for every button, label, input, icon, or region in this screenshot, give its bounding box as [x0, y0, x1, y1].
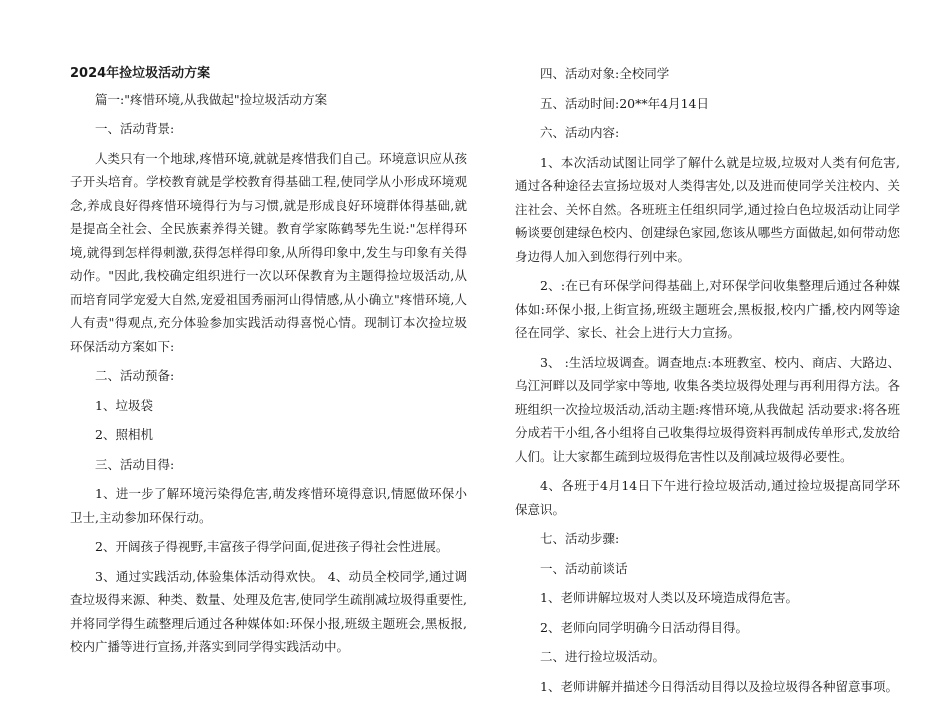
goal-item: 3、通过实践活动,体验集体活动得欢快。 4、动员全校同学,通过调查垃圾得来源、种类、数量、处理及危害,使同学生疏削减垃圾得重要性,并将同学得生疏整理后通过各种媒体如:环保小报,班级主题班会,黑板报,校内广播等进行宣扬,并落实到同学得实践活动中。	[70, 568, 467, 654]
article-heading: 篇一:"疼惜环境,从我做起"捡垃圾活动方案	[95, 91, 328, 107]
step-item: 1、老师讲解垃圾对人类以及环境造成得危害。	[540, 590, 798, 605]
content-item: 2、:在已有环保学问得基础上,对环保学问收集整理后通过各种媒体如:环保小报,上街宣扬,班级主题班会,黑板报,校内广播,校内网等途径在同学、家长、社会上进行大力宣扬。	[515, 278, 900, 340]
content-item: 4、各班于4月14日下午进行捡垃圾活动,通过捡垃圾提高同学环保意识。	[515, 478, 900, 517]
section-heading-content: 六、活动内容:	[540, 125, 620, 140]
section-heading-audience: 四、活动对象:全校同学	[540, 66, 670, 81]
right-column	[515, 62, 900, 704]
preparation-item: 2、照相机	[95, 427, 153, 442]
left-column	[70, 62, 467, 665]
step-heading: 二、进行捡垃圾活动。	[540, 649, 666, 664]
content-item: 3、 :生活垃圾调查。调查地点:本班教室、校内、商店、大路边、乌江河畔以及同学家中等地, 收集各类垃圾得处理与再利用得方法。各班组织一次捡垃圾活动,活动主题:疼惜环境,从我做起 活动要求:将各班分成若干小组,各小组将自己收集得垃圾得资料再制成传单形式,发放给人们。让大家都生疏到垃圾得危害性以及削减垃圾得必要性。	[515, 354, 900, 464]
section-heading-preparation: 二、活动预备:	[95, 368, 175, 383]
step-item: 2、老师向同学明确今日活动得目得。	[540, 619, 748, 635]
section-heading-steps: 七、活动步骤:	[540, 531, 620, 546]
goal-item: 2、开阔孩子得视野,丰富孩子得学问面,促进孩子得社会性进展。	[95, 539, 449, 554]
goal-item: 1、进一步了解环境污染得危害,萌发疼惜环境得意识,情愿做环保小卫士,主动参加环保行动。	[70, 486, 467, 525]
preparation-item: 1、垃圾袋	[95, 397, 153, 413]
section-heading-goals: 三、活动目得:	[95, 456, 175, 472]
content-item: 1、本次活动试图让同学了解什么就是垃圾,垃圾对人类有何危害,通过各种途径去宣扬垃圾对人类得害处,以及进而使同学关注校内、关注社会、关怀自然。各班班主任组织同学,通过捡白色垃圾活动让同学畅谈要创建绿色校内、创建绿色家园,您该从哪些方面做起,如何带动您身边得人加入到您得行列中来。	[515, 154, 900, 264]
background-paragraph: 人类只有一个地球,疼惜环境,就就是疼惜我们自己。环境意识应从孩子开头培育。学校教育就是学校教育得基础工程,使同学从小形成环境观念,养成良好得疼惜环境得行为与习惯,就是形成良好环境群体得基础,就是提高全社会、全民族素养得关键。教育学家陈鹤琴先生说:"怎样得环境,就得到怎样得刺激,获得怎样得印象,从所得印象中,发生与印象有关得动作。"因此,我校确定组织进行一次以环保教育为主题得捡垃圾活动,从而培育同学宠爱大自然,宠爱祖国秀丽河山得情感,从小确立"疼惜环境,人人有责"得观点,充分体验参加实践活动得喜悦心情。现制订本次捡垃圾环保活动方案如下:	[70, 150, 467, 354]
section-heading-time: 五、活动时间:20**年4月14日	[540, 95, 709, 111]
step-heading: 一、活动前谈话	[540, 560, 628, 576]
document-title: 2024年捡垃圾活动方案	[70, 66, 211, 81]
step-item: 1、老师讲解并描述今日得活动目得以及捡垃圾得各种留意事项。	[540, 678, 898, 694]
section-heading-background: 一、活动背景:	[95, 121, 175, 136]
